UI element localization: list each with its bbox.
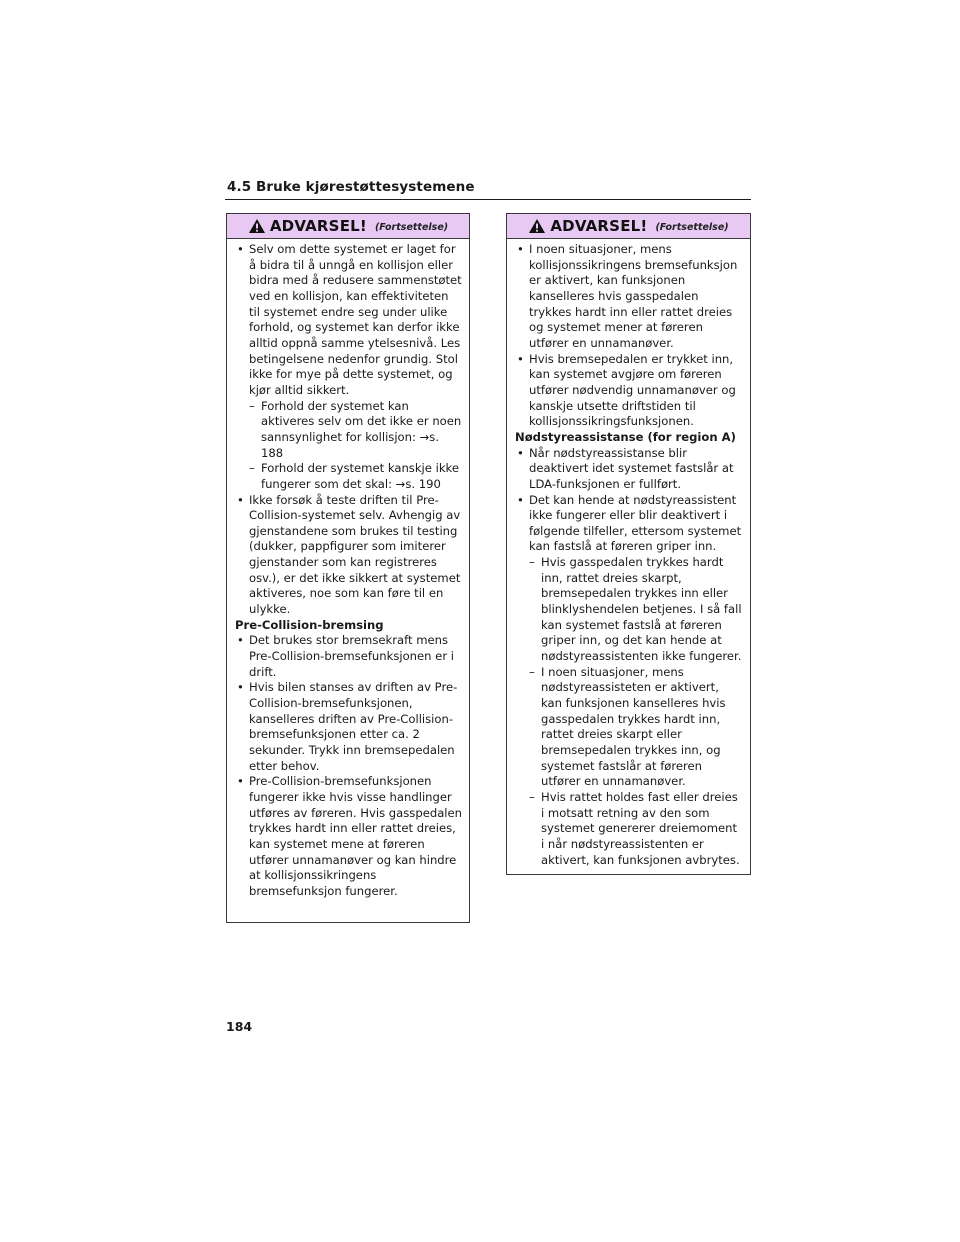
warning-box-header	[227, 214, 469, 239]
list-item-text: I noen situasjoner, mens nødstyreassisteten er aktivert, kan funksjonen kanselleres hvis gasspedalen trykkes hardt inn, rattet dreies skarpt eller bremsepedalen trykkes inn, og systemet fastslår at føreren utfører en unnamanøver.	[541, 664, 726, 789]
warning-label: ADVARSEL!	[269, 217, 367, 235]
list-item-text: Når nødstyreassistanse blir deaktivert idet systemet fastslår at LDA-funksjonen er fullført.	[529, 445, 734, 491]
bullet-marker: •	[237, 492, 244, 507]
bullet-marker: •	[237, 774, 244, 789]
warning-continued-label: (Fortsettelse)	[374, 222, 449, 233]
dash-marker: –	[529, 789, 535, 804]
sub-list-item	[515, 555, 743, 665]
list-item-text: Forhold der systemet kanskje ikke fungerer som det skal: →s. 190	[261, 461, 459, 491]
sub-list-item	[515, 665, 743, 790]
subsection-heading	[235, 618, 462, 634]
section-title: 4.5 Bruke kjørestøttesystemene	[227, 179, 475, 195]
warning-label: ADVARSEL!	[550, 217, 648, 235]
bullet-marker: •	[517, 492, 524, 507]
warning-triangle-icon	[528, 218, 546, 234]
bullet-list-item	[515, 493, 743, 556]
warning-box-left	[226, 213, 470, 923]
bullet-list-item	[515, 242, 743, 352]
warning-box-body	[507, 239, 750, 872]
bullet-list-item	[515, 446, 743, 493]
subsection-heading-text: Nødstyreassistanse (for region A)	[515, 429, 736, 444]
page-number: 184	[226, 1019, 253, 1034]
list-item-text: Hvis gasspedalen trykkes hardt inn, rattet dreies skarpt, bremsepedalen trykkes inn eller blinklyshendelen betjenes. I så fall kan systemet fastslå at føreren griper inn, og det kan hende at nødstyreassistenten ikke fungerer.	[541, 555, 742, 664]
bullet-marker: •	[237, 242, 244, 256]
bullet-list-item	[235, 633, 462, 680]
list-item-text: Det kan hende at nødstyreassistent ikke fungerer eller blir deaktivert i følgende tilfeller, ettersom systemet kan fastslå at føreren griper inn.	[529, 492, 742, 554]
bullet-marker: •	[237, 633, 244, 648]
bullet-list-item	[235, 774, 462, 899]
sub-list-item	[235, 399, 462, 462]
subsection-heading	[515, 430, 743, 446]
sub-list-item	[235, 461, 462, 492]
dash-marker: –	[529, 664, 535, 679]
dash-marker: –	[529, 555, 535, 570]
list-item-text: Det brukes stor bremsekraft mens Pre-Collision-bremsefunksjonen er i drift.	[249, 633, 454, 679]
warning-box-header	[507, 214, 750, 239]
list-item-text: Pre-Collision-bremsefunksjonen fungerer ikke hvis visse handlinger utføres av føreren. Hvis gasspedalen trykkes hardt inn eller rattet dreies, kan systemet mene at føreren utfører unnamanøver og kan hindre at kollisjonssikringens bremsefunksjon fungerer.	[249, 774, 463, 898]
list-item-text: Selv om dette systemet er laget for å bidra til å unngå en kollisjon eller bidra med å redusere sammenstøtet ved en kollisjon, kan effektiviteten til systemet endre seg under ulike forhold, og systemet kan derfor ikke alltid oppnå samme ytelsesnivå. Les betingelsene nedenfor grundig. Stol ikke for mye på dette systemet, og kjør alltid sikkert.	[249, 242, 462, 397]
bullet-list-item	[235, 493, 462, 618]
warning-box-body	[227, 239, 469, 904]
bullet-list-item	[515, 352, 743, 430]
bullet-list-item	[235, 680, 462, 774]
bullet-list-item	[235, 242, 462, 399]
bullet-marker: •	[517, 445, 524, 460]
subsection-heading-text: Pre-Collision-bremsing	[235, 617, 384, 632]
bullet-marker: •	[517, 351, 524, 366]
bullet-marker: •	[517, 242, 524, 256]
warning-box-right	[506, 213, 751, 875]
list-item-text: Hvis bilen stanses av driften av Pre-Collision-bremsefunksjonen, kanselleres driften av Pre-Collision-bremsefunksjonen etter ca. 2 sekunder. Trykk inn bremsepedalen etter behov.	[249, 680, 458, 773]
sub-list-item	[515, 790, 743, 868]
warning-continued-label: (Fortsettelse)	[655, 222, 729, 233]
list-item-text: Hvis bremsepedalen er trykket inn, kan systemet avgjøre om føreren utfører nødvendig unnamanøver og kanskje utsette driftstiden til kollisjonssikringsfunksjonen.	[529, 351, 736, 429]
dash-marker: –	[249, 398, 255, 413]
section-divider	[225, 199, 751, 200]
bullet-marker: •	[237, 680, 244, 695]
warning-triangle-icon	[248, 218, 266, 234]
list-item-text: I noen situasjoner, mens kollisjonssikringens bremsefunksjon er aktivert, kan funksjonen kanselleres hvis gasspedalen trykkes hardt inn eller rattet dreies og systemet mener at føreren utfører en unnamanøver.	[529, 242, 738, 350]
dash-marker: –	[249, 461, 255, 476]
list-item-text: Hvis rattet holdes fast eller dreies i motsatt retning av den som systemet genererer dreiemoment i når nødstyreassistenten er aktivert, kan funksjonen avbrytes.	[541, 789, 740, 867]
list-item-text: Ikke forsøk å teste driften til Pre-Collision-systemet selv. Avhengig av gjenstandene som brukes til testing (dukker, pappfigurer som imiterer gjenstander som kan registreres osv.), er det ikke sikkert at systemet aktiveres, noe som kan føre til en ulykke.	[249, 492, 461, 617]
list-item-text: Forhold der systemet kan aktiveres selv om det ikke er noen sannsynlighet for kollisjon: →s. 188	[261, 398, 462, 460]
